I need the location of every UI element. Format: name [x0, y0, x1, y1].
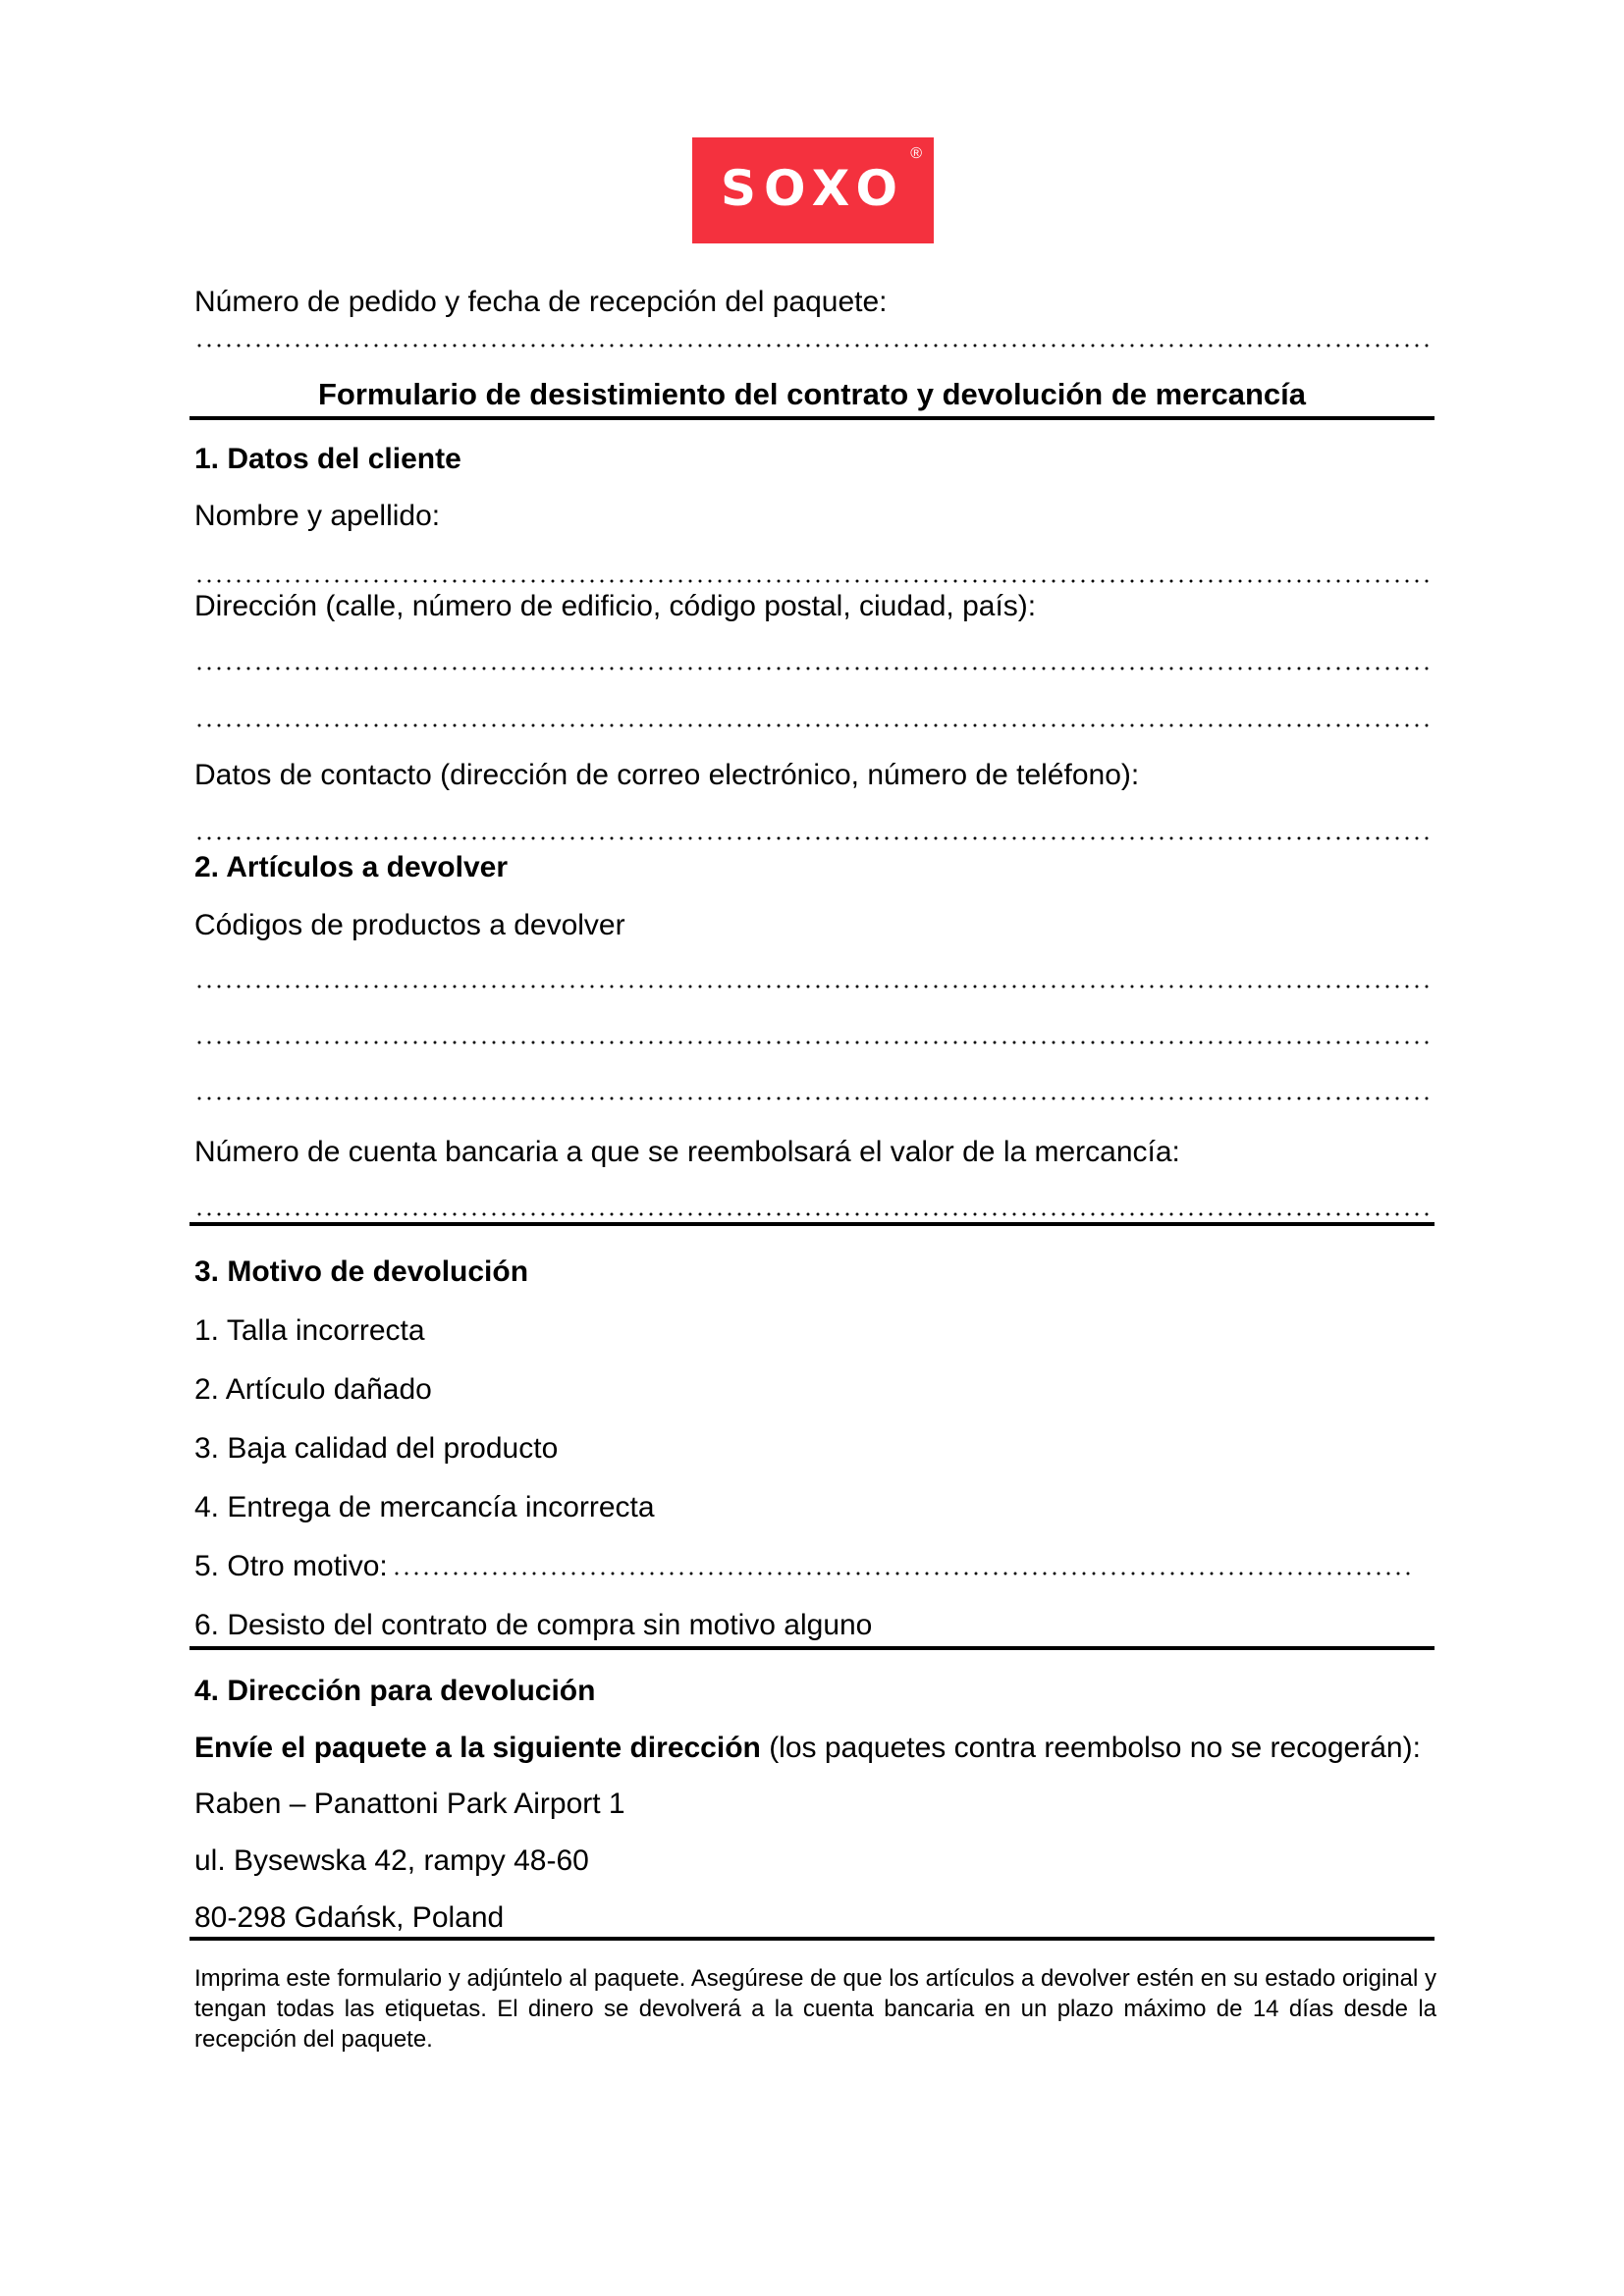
- logo-wordmark: SOXO: [720, 160, 905, 217]
- return-address-line: 80-298 Gdańsk, Poland: [194, 1901, 505, 1934]
- footer-note: Imprima este formulario y adjúntelo al paquete. Asegúrese de que los artículos a devolver estén en su estado original y tengan todas las etiquetas. El dinero se devolverá a la cuenta bancaria en un plazo máximo de 14 días desde la recepción del paquete.: [194, 1965, 1436, 2053]
- contact-field[interactable]: [194, 836, 1430, 840]
- section1-heading: 1. Datos del cliente: [194, 443, 461, 475]
- order-number-label: Número de pedido y fecha de recepción del paquete:: [194, 286, 888, 318]
- reason-option-other[interactable]: [194, 1549, 1413, 1584]
- registered-mark-icon: ®: [910, 145, 922, 162]
- address-label: Dirección (calle, número de edificio, código postal, ciudad, país):: [194, 590, 1037, 622]
- send-instructions-bold: Envíe el paquete a la siguiente dirección: [194, 1732, 761, 1764]
- form-title: Formulario de desistimiento del contrato y devolución de mercancía: [317, 377, 1307, 411]
- section4-heading: 4. Dirección para devolución: [194, 1675, 596, 1707]
- product-codes-field-line1[interactable]: [194, 985, 1430, 988]
- reason-option[interactable]: 1. Talla incorrecta: [194, 1314, 425, 1347]
- soxo-logo: [692, 137, 934, 243]
- return-address-line: ul. Bysewska 42, rampy 48-60: [194, 1844, 589, 1877]
- divider: [189, 1937, 1435, 1941]
- section3-heading: 3. Motivo de devolución: [194, 1255, 529, 1288]
- name-label: Nombre y apellido:: [194, 500, 441, 532]
- product-codes-field-line2[interactable]: [194, 1041, 1430, 1044]
- divider: [189, 416, 1435, 420]
- name-field[interactable]: [194, 579, 1430, 583]
- reason-option[interactable]: 6. Desisto del contrato de compra sin motivo alguno: [194, 1609, 873, 1641]
- reason-option[interactable]: 4. Entrega de mercancía incorrecta: [194, 1491, 655, 1523]
- bank-account-label: Número de cuenta bancaria a que se reembolsará el valor de la mercancía:: [194, 1136, 1180, 1168]
- reason-other-field[interactable]: [392, 1572, 1413, 1575]
- reason-other-label: 5. Otro motivo:: [194, 1550, 388, 1582]
- return-address-line: Raben – Panattoni Park Airport 1: [194, 1788, 625, 1820]
- product-codes-label: Códigos de productos a devolver: [194, 909, 625, 941]
- order-number-field[interactable]: [194, 344, 1430, 347]
- contact-label: Datos de contacto (dirección de correo electrónico, número de teléfono):: [194, 759, 1140, 791]
- reason-option[interactable]: 3. Baja calidad del producto: [194, 1432, 559, 1465]
- divider: [189, 1646, 1435, 1650]
- send-instructions: [194, 1731, 1421, 1766]
- reason-option[interactable]: 2. Artículo dañado: [194, 1373, 432, 1406]
- divider: [189, 1222, 1435, 1226]
- section2-heading: 2. Artículos a devolver: [194, 851, 509, 883]
- address-field-line1[interactable]: [194, 667, 1430, 670]
- send-instructions-note: (los paquetes contra reembolso no se recogerán):: [760, 1732, 1421, 1764]
- bank-account-field[interactable]: [194, 1212, 1430, 1216]
- address-field-line2[interactable]: [194, 723, 1430, 727]
- product-codes-field-line3[interactable]: [194, 1096, 1430, 1100]
